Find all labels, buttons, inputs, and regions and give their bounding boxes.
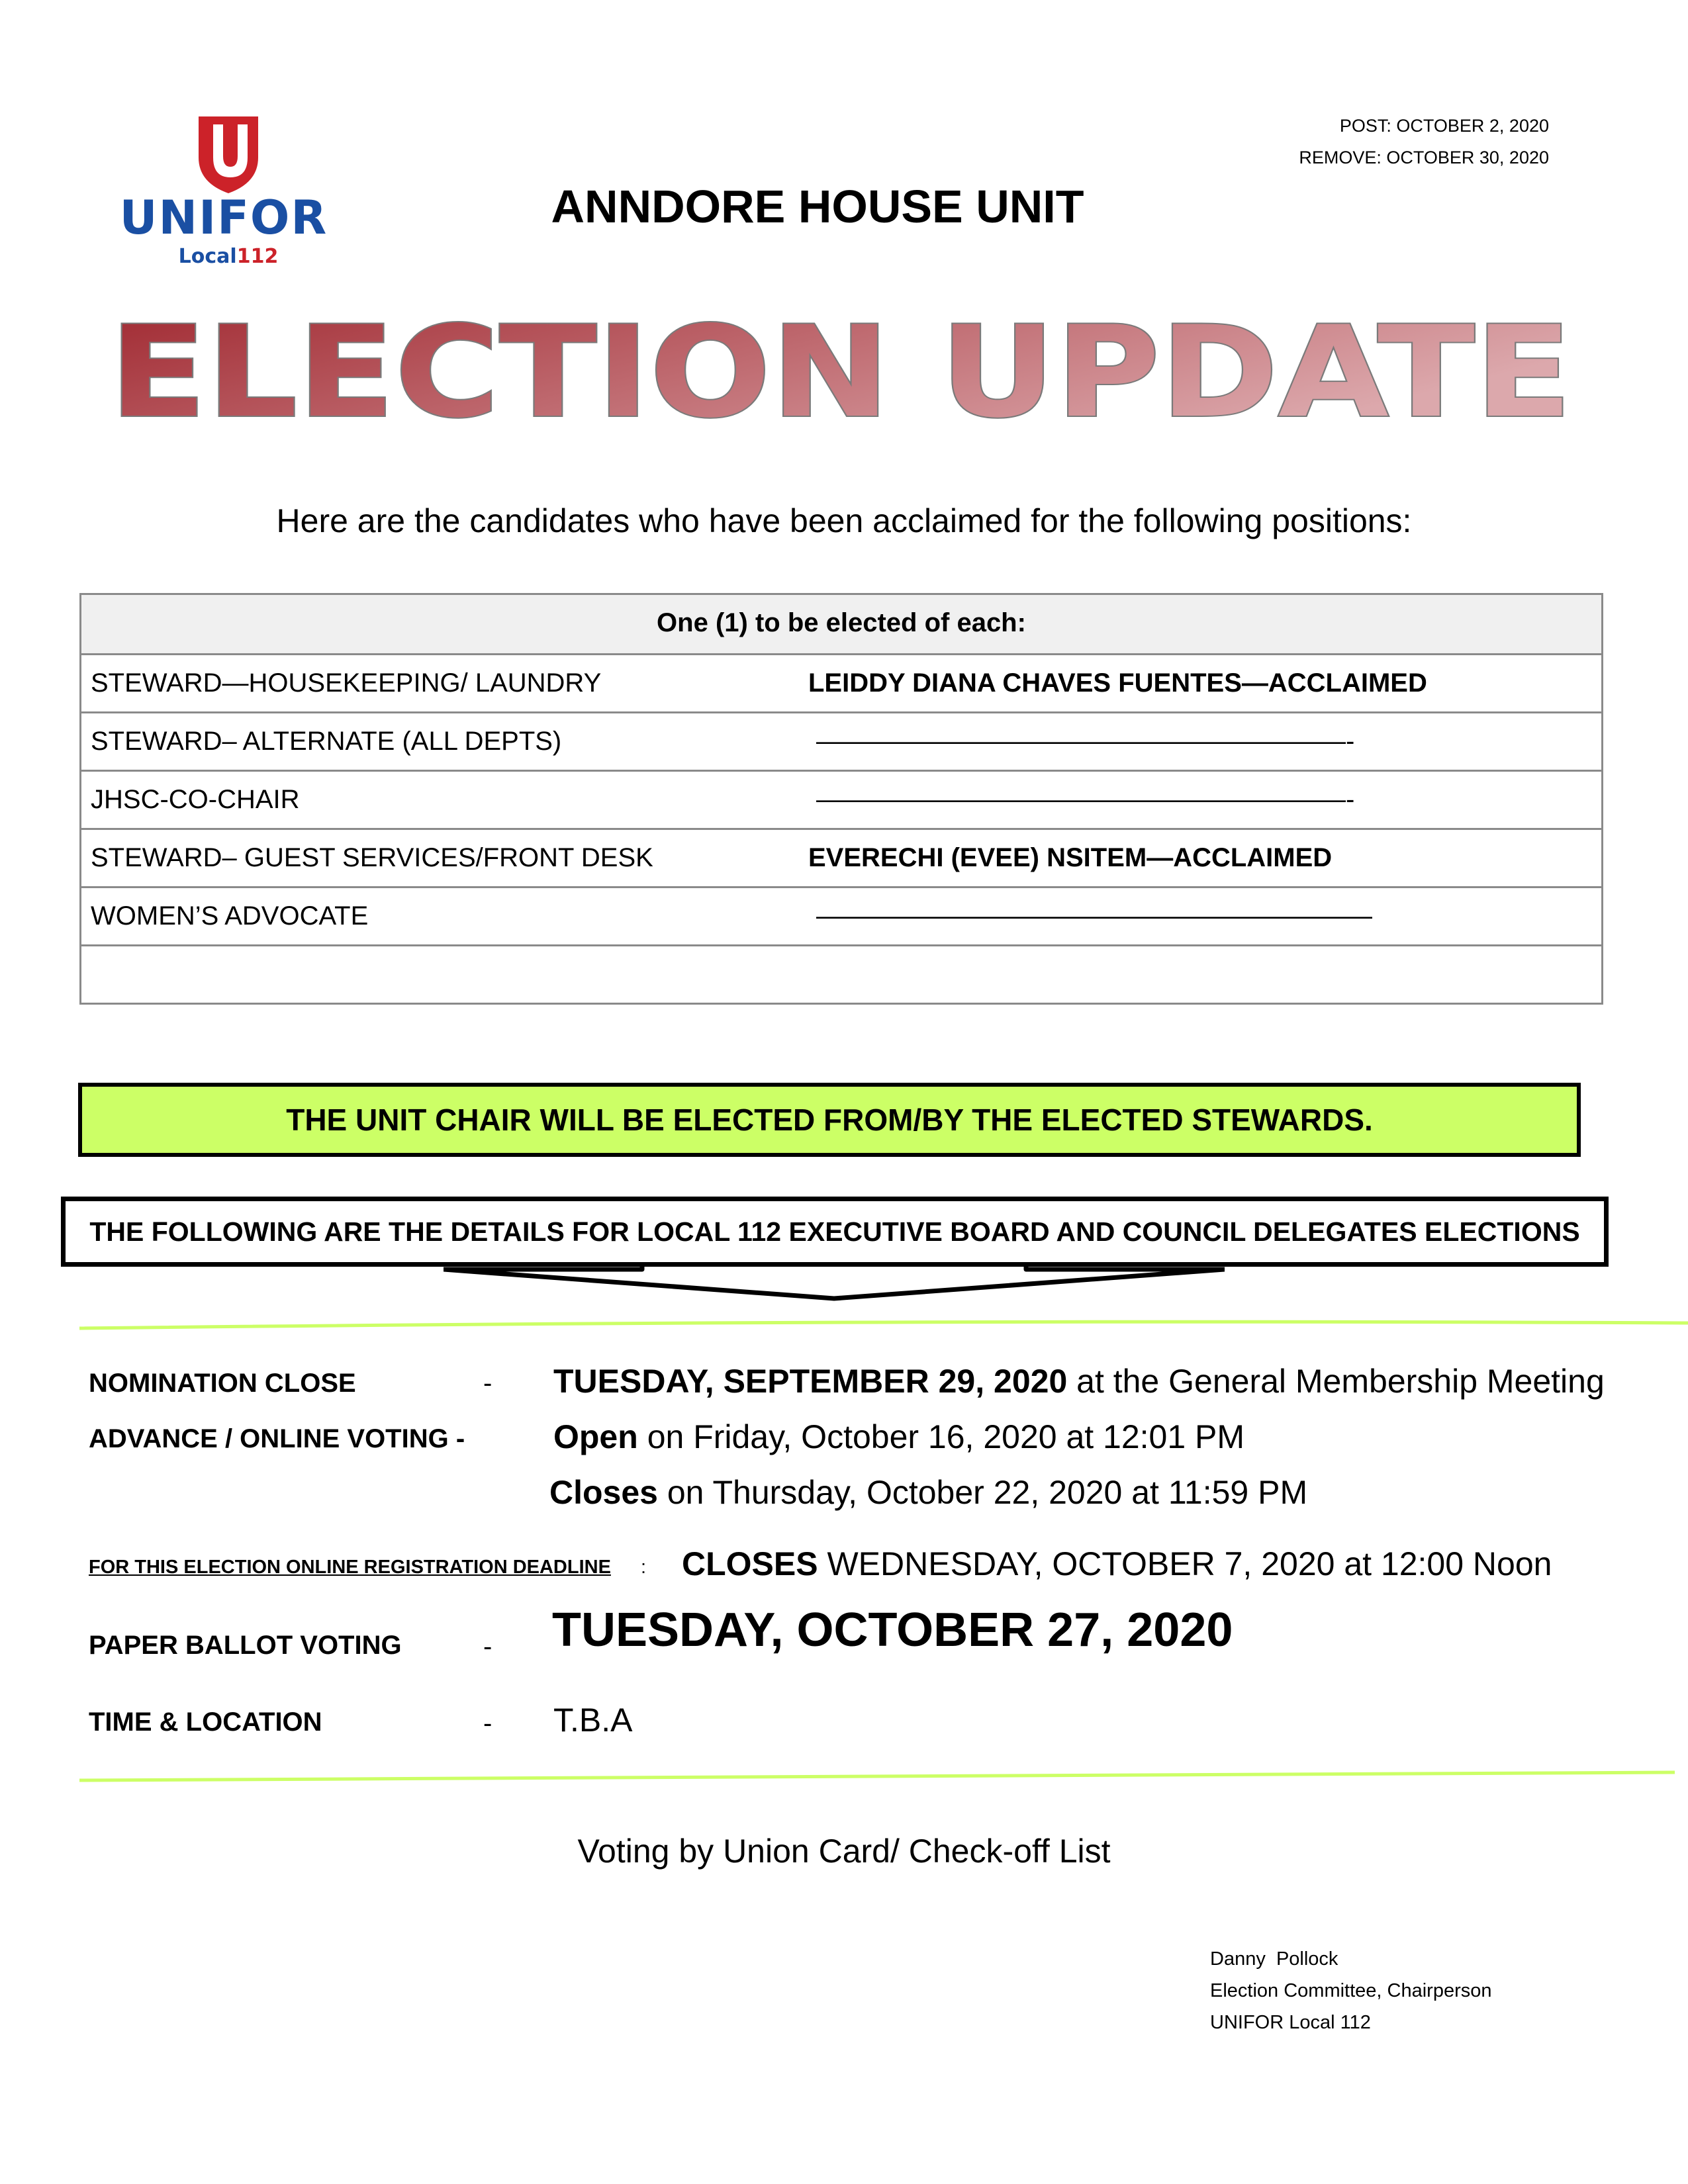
registration-colon: : [641, 1557, 647, 1578]
svg-text:ELECTION UPDATE: ELECTION UPDATE [109, 316, 1572, 442]
signature-org: UNIFOR Local 112 [1210, 2012, 1371, 2033]
table-row [81, 828, 1601, 886]
position-cell: WOMEN’S ADVOCATE [91, 901, 369, 931]
registration-value: CLOSES WEDNESDAY, OCTOBER 7, 2020 at 12:00 Noon [682, 1545, 1552, 1582]
unit-chair-notice: THE UNIT CHAIR WILL BE ELECTED FROM/BY THE ELECTED STEWARDS. [78, 1083, 1581, 1157]
post-dates [1299, 110, 1549, 173]
details-notice: THE FOLLOWING ARE THE DETAILS FOR LOCAL 112 EXECUTIVE BOARD AND COUNCIL DELEGATES ELECTIONS [61, 1197, 1609, 1267]
voting-by: Voting by Union Card/ Check-off List [577, 1833, 1111, 1870]
signature-name: Danny Pollock [1210, 1948, 1338, 1970]
candidate-cell: ————————————————————- [816, 727, 1355, 756]
candidate-cell: EVERECHI (EVEE) NSITEM—ACCLAIMED [808, 843, 1333, 872]
election-update-banner [86, 316, 1595, 442]
table-row [81, 653, 1601, 711]
logo-wordmark: UNIFOR [119, 191, 328, 245]
unit-title: ANNDORE HOUSE UNIT [551, 181, 1084, 232]
table-row [81, 886, 1601, 944]
divider-line [0, 1314, 1688, 1340]
candidate-cell: LEIDDY DIANA CHAVES FUENTES—ACCLAIMED [808, 668, 1427, 698]
advance-close: Closes on Thursday, October 22, 2020 at 11:59 PM [549, 1474, 1308, 1511]
table-row [81, 770, 1601, 828]
intro-text: Here are the candidates who have been acclaimed for the following positions: [276, 502, 1412, 539]
advance-open: Open on Friday, October 16, 2020 at 12:01 PM [553, 1418, 1245, 1455]
position-cell: STEWARD—HOUSEKEEPING/ LAUNDRY [91, 668, 602, 698]
table-header: One (1) to be elected of each: [657, 608, 1026, 637]
position-cell: STEWARD– ALTERNATE (ALL DEPTS) [91, 727, 562, 756]
position-cell: STEWARD– GUEST SERVICES/FRONT DESK [91, 843, 653, 872]
logo-local: Local112 [178, 245, 279, 268]
table-header-row [81, 595, 1601, 653]
signature-title: Election Committee, Chairperson [1210, 1980, 1492, 2001]
registration-label: FOR THIS ELECTION ONLINE REGISTRATION DEADLINE [89, 1557, 611, 1578]
table-row-empty [81, 944, 1601, 1003]
time-location-value: T.B.A [553, 1702, 633, 1739]
nomination-label: NOMINATION CLOSE [89, 1369, 356, 1398]
position-cell: JHSC-CO-CHAIR [91, 785, 300, 814]
paper-ballot-label: PAPER BALLOT VOTING [89, 1631, 402, 1660]
advance-label: ADVANCE / ONLINE VOTING - [89, 1424, 465, 1453]
nomination-value: TUESDAY, SEPTEMBER 29, 2020 at the General Membership Meeting [553, 1363, 1605, 1400]
candidate-cell: ————————————————————- [816, 785, 1355, 814]
table-row [81, 711, 1601, 770]
paper-ballot-dash: - [483, 1632, 492, 1661]
candidate-cell: ————————————————————— [816, 901, 1372, 931]
time-location-label: TIME & LOCATION [89, 1707, 322, 1737]
paper-ballot-value: TUESDAY, OCTOBER 27, 2020 [552, 1604, 1233, 1657]
nomination-dash: - [483, 1369, 492, 1398]
divider-line [0, 1764, 1688, 1791]
remove-date: REMOVE: OCTOBER 30, 2020 [1299, 148, 1549, 167]
post-date: POST: OCTOBER 2, 2020 [1339, 116, 1549, 136]
signature-block [1210, 1943, 1492, 2038]
acclaimed-table [79, 593, 1603, 1005]
time-location-dash: - [483, 1709, 492, 1738]
